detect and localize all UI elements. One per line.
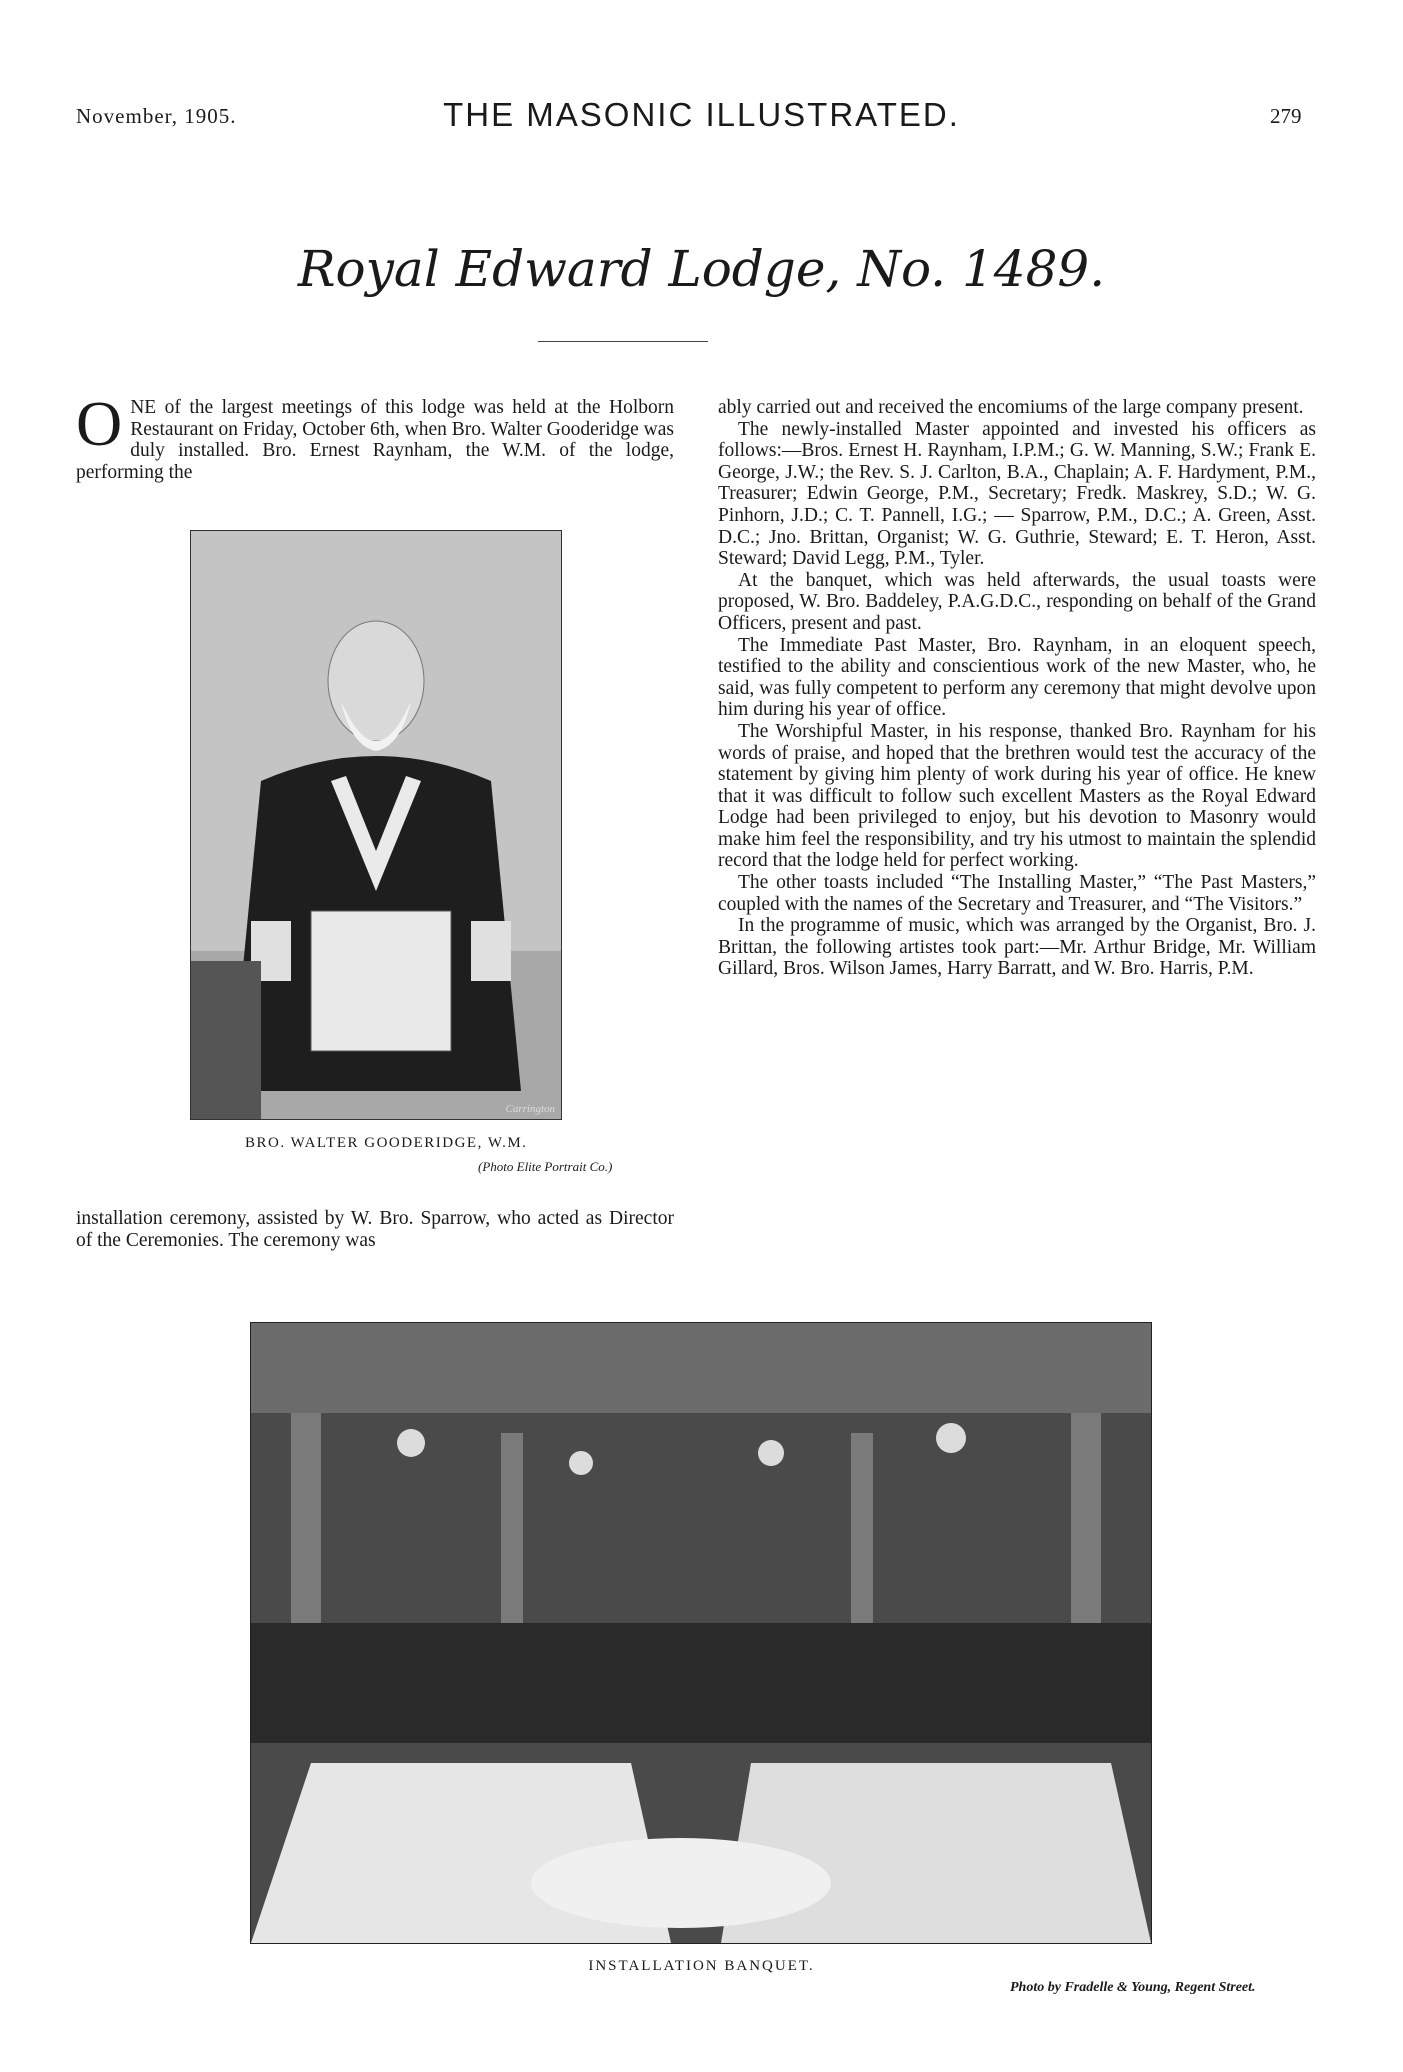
right-paragraph-1: ably carried out and received the encomiums of the large company present. (718, 397, 1304, 418)
title-rule (538, 341, 708, 342)
lead-first-word: NE (130, 397, 157, 418)
portrait-signature: Carrington (505, 1103, 555, 1115)
right-paragraph-7: In the programme of music, which was arranged by the Organist, Bro. J. Brittan, the following artistes took part:—Mr. Arthur Bridge, Mr. William Gillard, Bros. Wilson James, Harry Barratt, and W. Bro. Harris, P.M. (718, 915, 1316, 980)
right-paragraph-5: The Worshipful Master, in his response, thanked Bro. Raynham for his words of praise, and hoped that the brethren would test the accuracy of the statement by giving him plenty of work during his year of office. He knew that it was difficult to follow such excellent Masters as the Royal Edward Lodge had been privileged to enjoy, but his devotion to Masonry would make him feel the responsibility, and try his utmost to maintain the splendid record that the lodge held for perfect working. (718, 720, 1316, 872)
banquet-signature: Carrington (1091, 1925, 1141, 1937)
magazine-title: THE MASONIC ILLUSTRATED. (443, 96, 960, 133)
drop-cap: O (76, 388, 123, 459)
banquet-credit: Photo by Fradelle & Young, Regent Street. (1010, 1980, 1256, 1995)
portrait-illustration (191, 531, 561, 1119)
banquet-caption: INSTALLATION BANQUET. (588, 1958, 815, 1974)
portrait-photo (190, 530, 562, 1120)
article-title: Royal Edward Lodge, No. 1489. (297, 240, 1106, 298)
lead-paragraph (76, 388, 674, 483)
right-paragraph-4: The Immediate Past Master, Bro. Raynham, in an eloquent speech, testified to the ability and conscientious work of the new Master, who, he said, was fully competent to perform any ceremony that might devolve upon him during his year of office. (718, 634, 1316, 721)
right-paragraph-2: The newly-installed Master appointed and invested his officers as follows:—Bros. Ernest H. Raynham, I.P.M.; G. W. Manning, S.W.; Frank E. George, J.W.; the Rev. S. J. Carlton, B.A., Chaplain; A. F. Hardyment, P.M., Treasurer; Edwin George, P.M., Secretary; Fredk. Maskrey, S.D.; W. G. Pinhorn, J.D.; C. T. Pannell, I.G.; — Sparrow, P.M., D.C.; A. Green, Asst. D.C.; Jno. Brittan, Organist; W. G. Guthrie, Steward; E. T. Heron, Asst. Steward; David Legg, P.M., Tyler. (718, 418, 1316, 570)
left-bottom-paragraph (76, 1208, 674, 1251)
right-column (718, 397, 1316, 980)
right-paragraph-3: At the banquet, which was held afterwards, the usual toasts were proposed, W. Bro. Baddeley, P.A.G.D.C., responding on behalf of the Grand Officers, present and past. (718, 569, 1316, 634)
issue-date: November, 1905. (76, 104, 237, 128)
page-number: 279 (1270, 104, 1302, 128)
banquet-photo (250, 1322, 1152, 1944)
left-bottom-text: installation ceremony, assisted by W. Bro. Sparrow, who acted as Director of the Ceremonies. The ceremony was (76, 1208, 674, 1251)
banquet-illustration (251, 1323, 1151, 1943)
portrait-caption: BRO. WALTER GOODERIDGE, W.M. (245, 1135, 528, 1151)
right-paragraph-6: The other toasts included “The Installing Master,” “The Past Masters,” coupled with the names of the Secretary and Treasurer, and “The Visitors.” (718, 872, 1316, 915)
lead-text: of the largest meetings of this lodge was held at the Holborn Restaurant on Friday, October 6th, when Bro. Walter Gooderidge was duly installed. Bro. Ernest Raynham, the W.M. of the lodge, performing the (76, 397, 674, 483)
portrait-credit: (Photo Elite Portrait Co.) (478, 1159, 613, 1174)
